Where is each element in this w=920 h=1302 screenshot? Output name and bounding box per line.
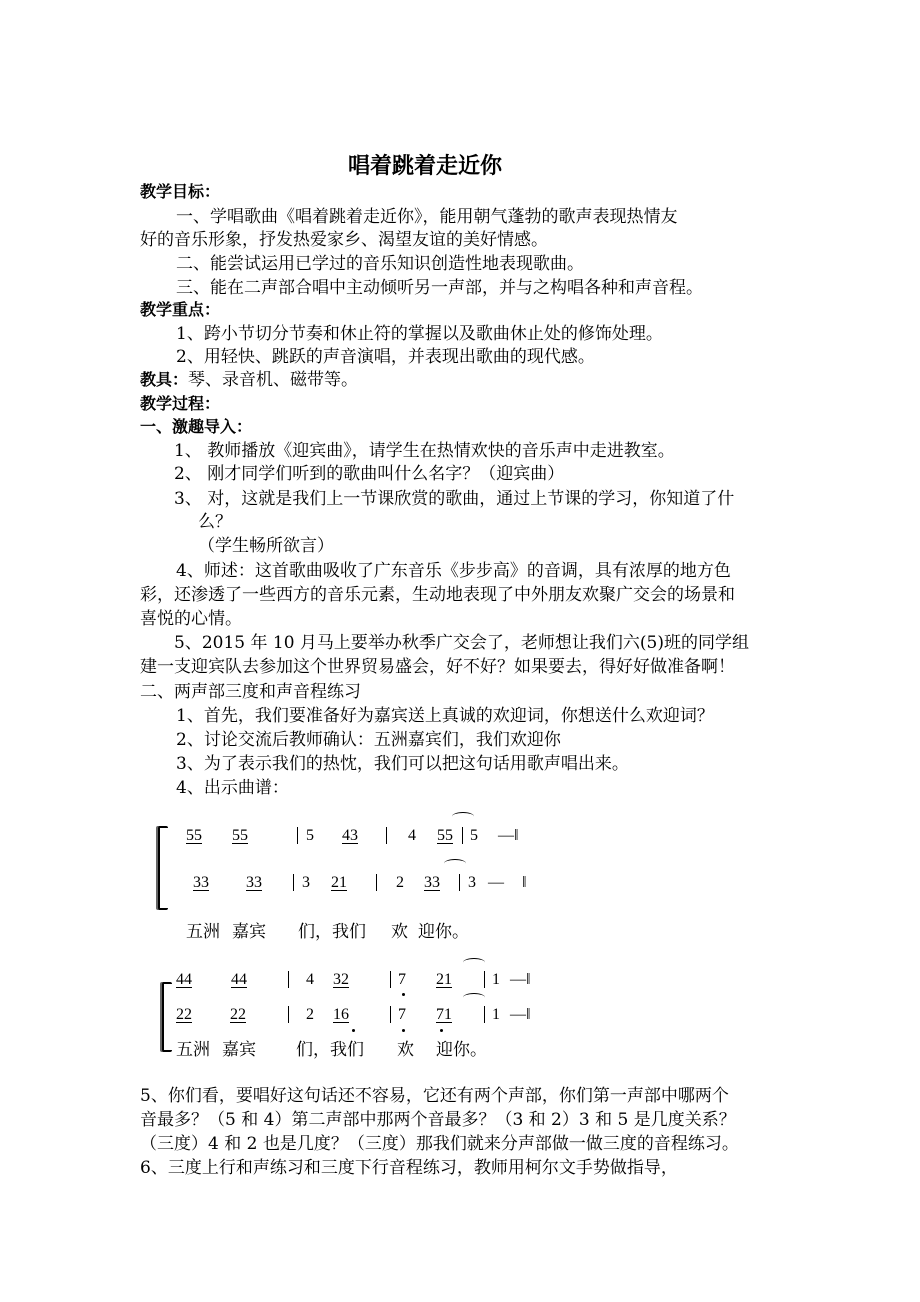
section1-item-4-a: 4、师述：这首歌曲吸收了广东音乐《步步高》的音调，具有浓厚的地方色 — [176, 561, 731, 581]
closing-p5-line-b: 音最多？（5 和 4）第二声部中那两个音最多？（3 和 2）3 和 5 是几度关系？ — [140, 1110, 736, 1130]
closing-p5-line-a: 5、你们看，要唱好这句话还不容易，它还有两个声部，你们第一声部中哪两个 — [140, 1086, 729, 1106]
objective-3: 三、能在二声部合唱中主动倾听另一声部，并与之构唱各种和声音程。 — [176, 278, 703, 298]
score2-upper-barline-2 — [390, 971, 391, 988]
score2-lyric-3: 们，我们 — [296, 1040, 364, 1060]
page-title: 唱着跳着走近你 — [348, 154, 503, 179]
score1-lower-note-2: 33 — [246, 874, 262, 891]
score1-lower-dash: — — [488, 874, 504, 891]
tools-text: 琴、录音机、磁带等。 — [188, 370, 359, 390]
section1-item-2: 2、 刚才同学们听到的歌曲叫什么名字？（迎宾曲） — [174, 464, 565, 484]
objectives-heading: 教学目标： — [140, 182, 221, 201]
score2-lower-barline-1 — [288, 1006, 289, 1023]
score2-lower-low-dot-2 — [402, 1029, 405, 1032]
score2-lyric-5: 迎你。 — [436, 1040, 487, 1060]
score2-lower-barline-2 — [390, 1006, 391, 1023]
score2-upper-note-5: 7 — [398, 971, 406, 988]
score1-upper-note-2: 55 — [232, 827, 248, 844]
section1-item-3-c: （学生畅所欲言） — [198, 536, 334, 556]
score1-lower-note-7: 3 — [468, 874, 476, 891]
score1-lower-note-6: 33 — [424, 874, 440, 891]
score1-lower-barline-1 — [293, 874, 294, 891]
score2-lower-low-dot-1 — [352, 1029, 355, 1032]
tools-line — [140, 372, 358, 389]
score2-upper-barline-3 — [484, 971, 485, 988]
score2-upper-tie — [463, 958, 485, 967]
score2-lower-note-5: 7 — [398, 1006, 406, 1023]
score2-brace — [162, 982, 172, 1052]
score1-lyric-4: 欢 — [391, 922, 408, 942]
score2-lower-note-2: 22 — [230, 1006, 246, 1023]
score2-upper-note-6: 21 — [436, 971, 452, 988]
score2-lower-note-7: 1 — [492, 1006, 500, 1023]
process-heading: 教学过程： — [140, 394, 221, 413]
score1-upper-note-6: 55 — [437, 827, 453, 844]
section1-item-5-b: 建一支迎宾队去参加这个世界贸易盛会，好不好？如果要去，得好好做准备啊！ — [140, 657, 735, 677]
score1-brace — [158, 826, 168, 910]
score2-upper-note-3: 4 — [306, 971, 314, 988]
section1-item-4-b: 彩，还渗透了一些西方的音乐元素，生动地表现了中外朋友欢聚广交会的场景和 — [140, 585, 735, 605]
score2-upper-note-1: 44 — [176, 971, 192, 988]
score1-lyric-2: 嘉宾 — [232, 922, 266, 942]
score2-lower-barline-3 — [484, 1006, 485, 1023]
score1-upper-note-5: 4 — [408, 827, 416, 844]
key-point-1: 1、跨小节切分节奏和休止符的掌握以及歌曲休止处的修饰处理。 — [176, 324, 663, 344]
section2-item-1: 1、首先，我们要准备好为嘉宾送上真诚的欢迎词，你想送什么欢迎词？ — [176, 706, 714, 726]
key-point-2: 2、用轻快、跳跃的声音演唱，并表现出歌曲的现代感。 — [176, 347, 595, 367]
score1-upper-barline-3 — [462, 827, 463, 844]
score2-upper-barline-1 — [288, 971, 289, 988]
score1-lower-tie — [444, 859, 466, 868]
section1-item-5-a: 5、2015 年 10 月马上要举办秋季广交会了，老师想让我们六(5)班的同学组 — [174, 633, 750, 653]
key-points-heading: 教学重点： — [140, 300, 221, 319]
score2-lyric-4: 欢 — [397, 1040, 414, 1060]
closing-p5-line-c: （三度）4 和 2 也是几度？（三度）那我们就来分声部做一做三度的音程练习。 — [140, 1134, 739, 1154]
score1-lyric-3: 们，我们 — [298, 922, 366, 942]
score2-upper-note-2: 44 — [231, 971, 247, 988]
section2-item-2: 2、讨论交流后教师确认：五洲嘉宾们，我们欢迎你 — [176, 730, 561, 750]
section2-item-3: 3、为了表示我们的热忱，我们可以把这句话用歌声唱出来。 — [176, 754, 629, 774]
score1-lower-end: ‖ — [522, 874, 527, 891]
objective-2: 二、能尝试运用已学过的音乐知识创造性地表现歌曲。 — [176, 254, 584, 274]
tools-label: 教具： — [140, 370, 189, 389]
score2-lyric-1: 五洲 — [176, 1040, 210, 1060]
score2-lower-note-6: 71 — [436, 1006, 452, 1023]
score1-lower-note-4: 21 — [331, 874, 347, 891]
objective-1-line-b: 好的音乐形象，抒发热爱家乡、渴望友谊的美好情感。 — [140, 230, 548, 250]
section1-item-1: 1、 教师播放《迎宾曲》，请学生在热情欢快的音乐声中走进教室。 — [174, 441, 675, 461]
section1-item-4-c: 喜悦的心情。 — [140, 609, 242, 629]
score1-lyric-1: 五洲 — [186, 922, 220, 942]
score1-lower-note-1: 33 — [193, 874, 209, 891]
score2-lower-end: —‖ — [510, 1006, 531, 1023]
section1-item-3-a: 3、 对，这就是我们上一节课欣赏的歌曲，通过上节课的学习，你知道了什 — [174, 489, 735, 509]
score2-lower-note-1: 22 — [176, 1006, 192, 1023]
closing-p6: 6、三度上行和声练习和三度下行音程练习，教师用柯尔文手势做指导， — [140, 1158, 678, 1178]
score2-upper-end: —‖ — [510, 971, 531, 988]
section2-heading: 二、两声部三度和声音程练习 — [140, 682, 361, 702]
section1-heading: 一、激趣导入： — [140, 417, 253, 436]
score2-lower-tie — [463, 993, 485, 1002]
score1-upper-end: —‖ — [498, 827, 519, 844]
score1-upper-barline-1 — [297, 827, 298, 844]
score2-upper-note-7: 1 — [492, 971, 500, 988]
score1-upper-note-7: 5 — [470, 827, 478, 844]
score1-upper-note-1: 55 — [186, 827, 202, 844]
score1-lower-barline-3 — [459, 874, 460, 891]
score1-upper-note-3: 5 — [306, 827, 314, 844]
score2-lower-low-dot-3 — [440, 1029, 443, 1032]
score1-upper-note-4: 43 — [342, 827, 358, 844]
score1-lower-note-3: 3 — [302, 874, 310, 891]
score1-lower-barline-2 — [376, 874, 377, 891]
score2-lyric-2: 嘉宾 — [222, 1040, 256, 1060]
score1-upper-tie — [452, 812, 474, 821]
score1-upper-barline-2 — [386, 827, 387, 844]
score1-lyric-5: 迎你。 — [418, 922, 469, 942]
section1-item-3-b: 么？ — [198, 512, 232, 532]
objective-1-line-a: 一、学唱歌曲《唱着跳着走近你》，能用朝气蓬勃的歌声表现热情友 — [176, 207, 678, 227]
score2-lower-note-3: 2 — [306, 1006, 314, 1023]
section2-item-4: 4、出示曲谱： — [176, 778, 289, 798]
score2-upper-note-4: 32 — [333, 971, 349, 988]
score2-lower-note-4: 16 — [333, 1006, 349, 1023]
score2-upper-low-dot — [402, 993, 405, 996]
score1-lower-note-5: 2 — [396, 874, 404, 891]
